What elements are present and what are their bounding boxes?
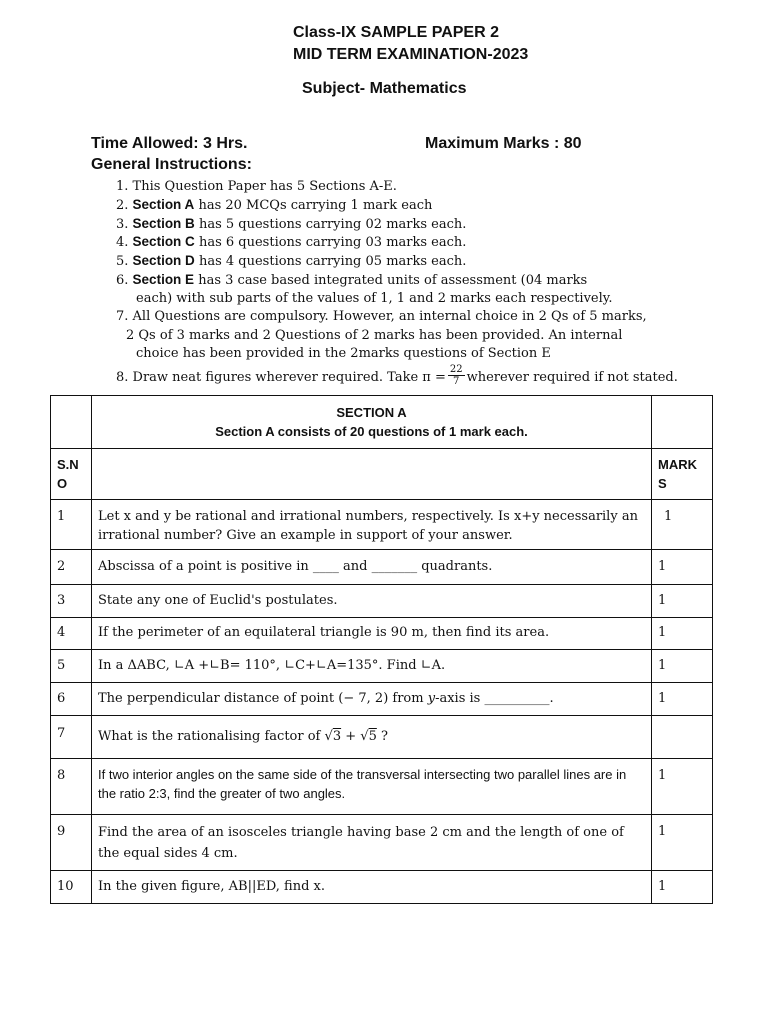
row-marks: 1 xyxy=(652,500,713,550)
instructions-title: General Instructions: xyxy=(91,156,252,173)
row-marks: 1 xyxy=(652,550,713,585)
pi-fraction-numerator: 22 xyxy=(449,364,463,375)
instruction-6 xyxy=(116,271,587,290)
q7-text-pre: What is the rationalising factor of xyxy=(98,729,325,744)
table-row xyxy=(51,815,713,871)
instruction-4-section: Section C xyxy=(132,234,195,249)
row-question: Let x and y be rational and irrational numbers, respectively. Is x+y necessarily an irrational number? Give an example in support of your answer. xyxy=(92,500,652,550)
row-sno: 9 xyxy=(51,815,92,871)
q7-radicand-1: 3 xyxy=(332,729,342,744)
table-row xyxy=(51,716,713,759)
header-line1-text: Class-IX SAMPLE PAPER 2 xyxy=(293,24,499,41)
instruction-5-section: Section D xyxy=(132,253,195,268)
table-row xyxy=(51,759,713,815)
instruction-6-num: 6. xyxy=(116,273,129,288)
q7-radicand-2: 5 xyxy=(368,729,377,744)
row-question xyxy=(92,683,652,716)
instruction-2 xyxy=(116,196,432,215)
q7-plus: + xyxy=(341,729,361,744)
row-question: If the perimeter of an equilateral triangle is 90 m, then find its area. xyxy=(92,618,652,650)
row-question: In a ΔABC, ∟A +∟B= 110°, ∟C+∟A=135°. Find ∟A. xyxy=(92,650,652,683)
section-title: SECTION A xyxy=(336,405,407,420)
instruction-6-text: has 3 case based integrated units of assessment (04 marks xyxy=(198,273,588,288)
row-question: Find the area of an isosceles triangle having base 2 cm and the length of one of the equal sides 4 cm. xyxy=(92,815,652,871)
instruction-5-num: 5. xyxy=(116,254,129,269)
row-marks xyxy=(652,716,713,759)
instruction-8-post: wherever required if not stated. xyxy=(466,370,678,385)
instruction-4-text: has 6 questions carrying 03 marks each. xyxy=(198,235,467,250)
row-marks: 1 xyxy=(652,585,713,618)
section-header-row xyxy=(51,396,713,449)
row-sno: 10 xyxy=(51,871,92,904)
header-line2-text: MID TERM EXAMINATION-2023 xyxy=(293,46,529,63)
row-marks: 1 xyxy=(652,871,713,904)
table-row xyxy=(51,618,713,650)
row-sno: 6 xyxy=(51,683,92,716)
row-marks: 1 xyxy=(652,759,713,815)
instruction-3 xyxy=(116,215,466,234)
row-marks: 1 xyxy=(652,683,713,716)
row-sno: 1 xyxy=(51,500,92,550)
q6-y-variable: y xyxy=(427,691,436,706)
header-line1 xyxy=(0,24,768,42)
q6-text-pre: The perpendicular distance of point (− 7, 2) from xyxy=(98,691,428,706)
instruction-5-text: has 4 questions carrying 05 marks each. xyxy=(198,254,467,269)
maximum-marks: Maximum Marks : 80 xyxy=(425,135,582,152)
row-sno: 3 xyxy=(51,585,92,618)
instruction-8 xyxy=(116,366,678,389)
instruction-1: 1. This Question Paper has 5 Sections A-E. xyxy=(116,179,397,194)
time-allowed: Time Allowed: 3 Hrs. xyxy=(91,135,248,152)
empty-cell xyxy=(92,449,652,500)
instruction-7a: 7. All Questions are compulsory. However, an internal choice in 2 Qs of 5 marks, xyxy=(116,309,647,324)
row-question: Abscissa of a point is positive in ____ and _______ quadrants. xyxy=(92,550,652,585)
row-question: In the given figure, AB||ED, find x. xyxy=(92,871,652,904)
subject-line xyxy=(0,80,768,98)
pi-fraction xyxy=(448,364,465,387)
row-sno: 8 xyxy=(51,759,92,815)
section-title-cell xyxy=(92,396,652,449)
row-sno: 5 xyxy=(51,650,92,683)
row-sno: 7 xyxy=(51,716,92,759)
section-subtitle: Section A consists of 20 questions of 1 mark each. xyxy=(215,424,528,439)
col-header-sno: S.N O xyxy=(51,449,92,500)
table-row xyxy=(51,550,713,585)
instruction-2-num: 2. xyxy=(116,198,129,213)
questions-table xyxy=(50,395,713,904)
table-row xyxy=(51,871,713,904)
row-sno: 4 xyxy=(51,618,92,650)
table-row xyxy=(51,683,713,716)
instruction-3-section: Section B xyxy=(132,216,195,231)
instruction-4-num: 4. xyxy=(116,235,129,250)
pi-fraction-denominator: 7 xyxy=(453,376,460,387)
empty-cell xyxy=(652,396,713,449)
row-marks: 1 xyxy=(652,815,713,871)
subject-text: Subject- Mathematics xyxy=(302,80,467,97)
empty-cell xyxy=(51,396,92,449)
instruction-2-section: Section A xyxy=(132,197,195,212)
table-row xyxy=(51,500,713,550)
table-row xyxy=(51,585,713,618)
instruction-6-cont: each) with sub parts of the values of 1, 1 and 2 marks each respectively. xyxy=(136,291,613,306)
table-row xyxy=(51,650,713,683)
header-line2 xyxy=(0,46,768,64)
instruction-8-pre: 8. Draw neat figures wherever required. Take π = xyxy=(116,370,446,385)
row-marks: 1 xyxy=(652,650,713,683)
column-header-row xyxy=(51,449,713,500)
instruction-7c: choice has been provided in the 2marks questions of Section E xyxy=(136,346,551,361)
row-question: What is the rationalising factor of √3 + √5 ? xyxy=(92,716,652,759)
row-sno: 2 xyxy=(51,550,92,585)
instruction-5 xyxy=(116,252,466,271)
instruction-4 xyxy=(116,233,466,252)
q7-text-post: ? xyxy=(376,729,388,744)
instruction-2-text: has 20 MCQs carrying 1 mark each xyxy=(198,198,433,213)
instruction-3-num: 3. xyxy=(116,217,129,232)
instruction-3-text: has 5 questions carrying 02 marks each. xyxy=(198,217,467,232)
row-question: If two interior angles on the same side of the transversal intersecting two parallel lines are in the ratio 2:3, find the greater of two angles. xyxy=(92,759,652,815)
row-question: State any one of Euclid's postulates. xyxy=(92,585,652,618)
col-header-marks: MARK S xyxy=(652,449,713,500)
row-marks: 1 xyxy=(652,618,713,650)
q6-text-post: -axis is __________. xyxy=(435,691,554,706)
instruction-7b: 2 Qs of 3 marks and 2 Questions of 2 marks has been provided. An internal xyxy=(126,328,623,343)
instruction-6-section: Section E xyxy=(132,272,195,287)
